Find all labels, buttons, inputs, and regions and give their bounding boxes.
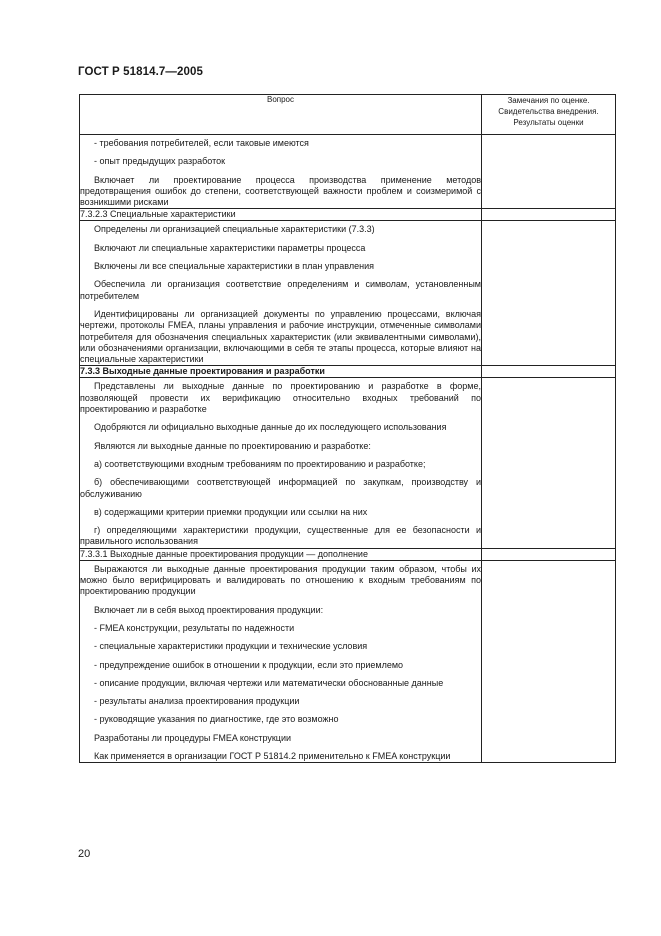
question-text: Включены ли все специальные характеристики в план управления (94, 261, 374, 272)
remarks-cell[interactable] (482, 366, 616, 378)
column-header-remarks (482, 95, 616, 135)
question-text: Определены ли организацией специальные характеристики (7.3.3) (94, 224, 375, 235)
remarks-header-line: Замечания по оценке. (507, 96, 590, 105)
question-text: - требования потребителей, если таковые имеются (94, 138, 309, 148)
question-text: Включают ли специальные характеристики параметры процесса (94, 242, 366, 253)
remarks-cell[interactable] (482, 209, 616, 221)
question-text: а) соответствующими входным требованиям по проектированию и разработке; (94, 458, 426, 469)
column-header-question: Вопрос (80, 95, 482, 135)
table-row (80, 378, 616, 548)
section-heading: 7.3.3.1 Выходные данные проектирования продукции — дополнение (80, 548, 482, 560)
question-text: Представлены ли выходные данные по проектированию и разработке в форме, позволяющей провести их верификацию относительно входных требований по проектированию и разработке (80, 381, 481, 415)
question-text: - специальные характеристики продукции и технические условия (94, 641, 368, 652)
document-title: ГОСТ Р 51814.7—2005 (78, 66, 203, 78)
question-text: - FMEA конструкции, результаты по надежности (94, 622, 295, 633)
remarks-header-line: Свидетельства внедрения. (498, 107, 599, 116)
question-text: б) обеспечивающими соответствующей информацией по закупкам, производству и обслуживанию (80, 477, 481, 499)
question-text: - описание продукции, включая чертежи или математически обоснованные данные (94, 677, 444, 688)
section-heading: 7.3.3 Выходные данные проектирования и разработки (80, 366, 482, 378)
question-cell (80, 560, 482, 763)
remarks-cell[interactable] (482, 135, 616, 209)
remarks-header-line: Результаты оценки (513, 118, 584, 127)
section-row (80, 548, 616, 560)
remarks-cell[interactable] (482, 221, 616, 366)
question-text: Выражаются ли выходные данные проектирования продукции таким образом, чтобы их можно было верифицировать и валидировать по отношению к входным требованиям по проектированию продукции (80, 563, 481, 597)
section-row (80, 366, 616, 378)
question-text: г) определяющими характеристики продукции, существенные для ее безопасности и правильного использования (80, 525, 481, 547)
question-text: Разработаны ли процедуры FMEA конструкции (94, 732, 292, 743)
question-cell (80, 135, 482, 209)
question-text: - предупреждение ошибок в отношении к продукции, если это приемлемо (94, 659, 404, 670)
question-text: Обеспечила ли организация соответствие определениям и символам, установленным потребителем (80, 279, 481, 301)
table-row (80, 560, 616, 763)
question-text: Одобряются ли официально выходные данные до их последующего использования (94, 422, 447, 433)
section-row (80, 209, 616, 221)
assessment-table (79, 94, 616, 763)
remarks-cell[interactable] (482, 548, 616, 560)
question-text: Идентифицированы ли организацией документы по управлению процессами, включая чертежи, протоколы FMEA, планы управления и рабочие инструкции, отмеченные символами потребителя для обозначения специальных характеристик (или эквивалентными символами), или обозначениями организации, включающими в себя те этапы процесса, которые влияют на специальные характеристики (80, 308, 481, 365)
question-text: - опыт предыдущих разработок (94, 156, 226, 167)
page-number: 20 (78, 848, 91, 860)
table-row (80, 135, 616, 209)
table-row (80, 221, 616, 366)
remarks-cell[interactable] (482, 378, 616, 548)
question-text: в) содержащими критерии приемки продукции или ссылки на них (94, 506, 368, 517)
remarks-cell[interactable] (482, 560, 616, 763)
table-header-row (80, 95, 616, 135)
question-text: - руководящие указания по диагностике, где это возможно (94, 714, 339, 725)
question-text: Как применяется в организации ГОСТ Р 51814.2 применительно к FMEA конструкции (94, 750, 451, 761)
question-cell (80, 378, 482, 548)
section-heading: 7.3.2.3 Специальные характеристики (80, 209, 482, 221)
question-text: - результаты анализа проектирования продукции (94, 696, 300, 707)
question-text: Являются ли выходные данные по проектированию и разработке: (94, 440, 371, 451)
question-text: Включает ли в себя выход проектирования продукции: (94, 604, 324, 615)
question-cell (80, 221, 482, 366)
question-text: Включает ли проектирование процесса производства применение методов предотвращения ошибок до степени, соответствующей важности проблем и соизмеримой с возникшими рисками (80, 174, 481, 208)
